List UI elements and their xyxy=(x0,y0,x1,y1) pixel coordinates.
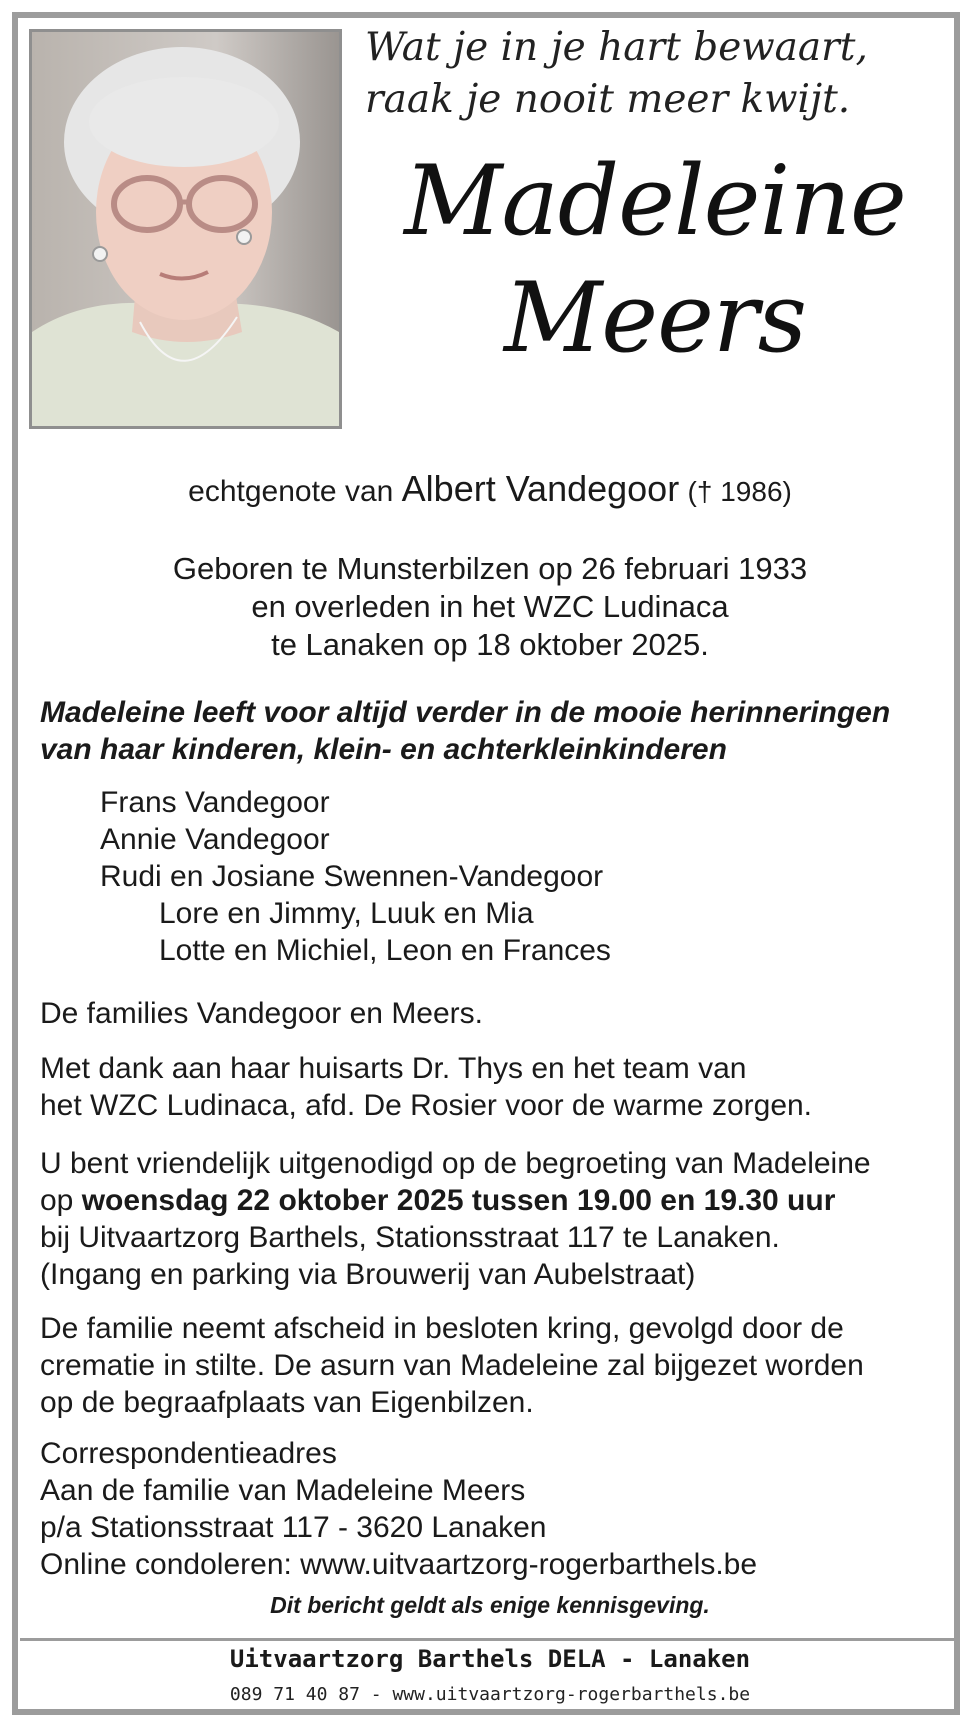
grandchildren-names: Lore en Jimmy, Luuk en Mia xyxy=(159,897,534,930)
invite-line-4: (Ingang en parking via Brouwerij van Aubelstraat) xyxy=(40,1258,696,1291)
invite-prefix: op xyxy=(40,1184,74,1217)
correspondence-line-1: Aan de familie van Madeleine Meers xyxy=(40,1474,526,1507)
farewell-note xyxy=(40,1310,950,1421)
visitation-datetime: woensdag 22 oktober 2025 tussen 19.00 en 19.30 uur xyxy=(81,1184,836,1217)
farewell-line-2: crematie in stilte. De asurn van Madeleine zal bijgezet worden xyxy=(40,1349,864,1382)
memorial-quote xyxy=(365,22,945,126)
spouse-name: Albert Vandegoor xyxy=(401,468,680,509)
deceased-first-name: Madeleine xyxy=(404,145,906,257)
quote-line-2: raak je nooit meer kwijt. xyxy=(365,77,851,122)
memory-line-1: Madeleine leeft voor altijd verder in de mooie herinneringen xyxy=(40,696,891,729)
footer-divider xyxy=(20,1638,960,1641)
thanks-line-1: Met dank aan haar huisarts Dr. Thys en het team van xyxy=(40,1052,747,1085)
notice-text: Dit bericht geldt als enige kennisgeving. xyxy=(270,1592,710,1618)
child-name: Frans Vandegoor xyxy=(100,786,330,819)
spouse-death-year: † 1986 xyxy=(696,476,783,507)
farewell-line-3: op de begraafplaats van Eigenbilzen. xyxy=(40,1386,534,1419)
portrait-image xyxy=(32,32,339,426)
spouse-prefix: echtgenote van xyxy=(188,475,394,508)
thanks-note xyxy=(40,1050,950,1124)
correspondence-address xyxy=(40,1435,950,1583)
deceased-last-name: Meers xyxy=(503,262,807,374)
dates-line-2: en overleden in het WZC Ludinaca xyxy=(251,589,729,624)
birth-death-dates xyxy=(0,550,980,664)
farewell-line-1: De familie neemt afscheid in besloten kring, gevolgd door de xyxy=(40,1312,844,1345)
footer-company: Uitvaartzorg Barthels DELA - Lanaken xyxy=(229,1645,751,1673)
visitation-invitation xyxy=(40,1145,950,1293)
child-name: Rudi en Josiane Swennen-Vandegoor xyxy=(100,860,604,893)
correspondence-heading: Correspondentieadres xyxy=(40,1437,337,1470)
portrait-photo xyxy=(29,29,342,429)
quote-line-1: Wat je in je hart bewaart, xyxy=(365,25,868,70)
memory-line-2: van haar kinderen, klein- en achterkleinkinderen xyxy=(40,733,727,766)
spouse-paren-close: ) xyxy=(782,476,792,507)
grandchildren-names: Lotte en Michiel, Leon en Frances xyxy=(159,934,611,967)
child-name: Annie Vandegoor xyxy=(100,823,330,856)
invite-line-3: bij Uitvaartzorg Barthels, Stationsstraat 117 te Lanaken. xyxy=(40,1221,780,1254)
invite-line-2 xyxy=(40,1182,950,1219)
dates-line-1: Geboren te Munsterbilzen op 26 februari 1933 xyxy=(172,551,808,586)
memory-statement xyxy=(40,694,950,768)
invite-line-1: U bent vriendelijk uitgenodigd op de begroeting van Madeleine xyxy=(40,1147,871,1180)
family-list xyxy=(40,784,950,969)
spouse-paren-open: ( xyxy=(687,476,697,507)
online-condolence-link[interactable]: Online condoleren: www.uitvaartzorg-rogerbarthels.be xyxy=(40,1548,758,1581)
dates-line-3: te Lanaken op 18 oktober 2025. xyxy=(271,627,709,662)
correspondence-line-2: p/a Stationsstraat 117 - 3620 Lanaken xyxy=(40,1511,547,1544)
thanks-line-2: het WZC Ludinaca, afd. De Rosier voor de warme zorgen. xyxy=(40,1089,813,1122)
families-line: De families Vandegoor en Meers. xyxy=(40,997,483,1030)
footer-contact[interactable]: 089 71 40 87 - www.uitvaartzorg-rogerbarthels.be xyxy=(229,1684,751,1705)
spouse-line xyxy=(0,468,980,510)
